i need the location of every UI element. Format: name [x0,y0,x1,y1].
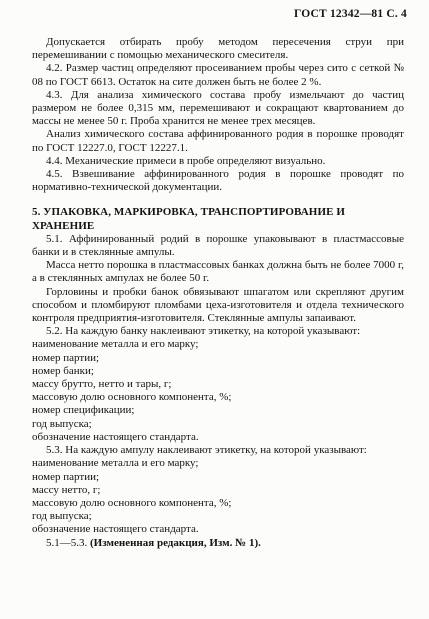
running-header: ГОСТ 12342—81 С. 4 [294,8,407,20]
paragraph-5-2: 5.2. На каждую банку наклеивают этикетку, на которой указывают: [46,325,361,338]
amendment-ref: 5.1—5.3. [46,536,88,549]
list-item: обозначение настоящего стандарта. [32,523,199,536]
amendment-note [32,537,404,550]
list-item: номер партии; [32,351,100,364]
spacer [32,194,404,206]
paragraph: Допускается отбирать пробу методом пересечения струи при перемешивании с помощью механического смесителя. [32,36,404,62]
list-item: массовую долю основного компонента, %; [32,391,232,404]
paragraph-5-3: 5.3. На каждую ампулу наклеивают этикетку, на которой указывают: [46,444,367,457]
list-item: номер банки; [32,364,94,377]
paragraph-5-1: 5.1. Аффинированный родий в порошке упаковывают в пластмассовые банки и в стеклянные ампулы. [32,232,404,259]
paragraph-4-3: 4.3. Для анализа химического состава пробу измельчают до частиц размером не более 0,315 мм, перемешивают и сокращают квартованием до массы не менее 50 г. Проба хранится не менее трех месяцев. [32,88,404,128]
list-item: массовую долю основного компонента, %; [32,496,232,509]
paragraph-4-2: 4.2. Размер частиц определяют просеиванием пробы через сито с сеткой № 08 по ГОСТ 6613. Остаток на сите должен быть не более 2 %. [32,62,404,88]
label-fields-list [32,338,404,444]
list-item: наименование металла и его марку; [32,457,199,470]
list-item: номер спецификации; [32,404,135,417]
list-item: обозначение настоящего стандарта. [32,430,199,443]
paragraph-4-5: 4.5. Взвешивание аффинированного родия в порошке проводят по нормативно-технической документации. [32,168,404,194]
paragraph: Горловины и пробки банок обвязывают шпагатом или скрепляют другим способом и пломбируют пломбами цеха-изготовителя и отдела технического контроля предприятия-изготовителя. Стеклянные ампулы запаивают. [32,285,404,325]
list-item: год выпуска; [32,417,92,430]
paragraph-4-4: 4.4. Механические примеси в пробе определяют визуально. [46,154,326,167]
list-item: массу брутто, нетто и тары, г; [32,378,172,391]
paragraph: Масса нетто порошка в пластмассовых банках должна быть не более 7000 г, а в стеклянных ампулах не более 50 г. [32,259,404,285]
list-item: массу нетто, г; [32,483,101,496]
amendment-text: (Измененная редакция, Изм. № 1). [90,536,261,549]
section-heading: 5. УПАКОВКА, МАРКИРОВКА, ТРАНСПОРТИРОВАНИЕ И ХРАНЕНИЕ [32,206,346,232]
ampoule-label-fields-list [32,457,404,536]
list-item: наименование металла и его марку; [32,338,199,351]
list-item: номер партии; [32,470,100,483]
list-item: год выпуска; [32,510,92,523]
paragraph: Анализ химического состава аффинированного родия в порошке проводят по ГОСТ 12227.0, ГОСТ 12227.1. [32,128,404,154]
document-body [32,36,404,550]
